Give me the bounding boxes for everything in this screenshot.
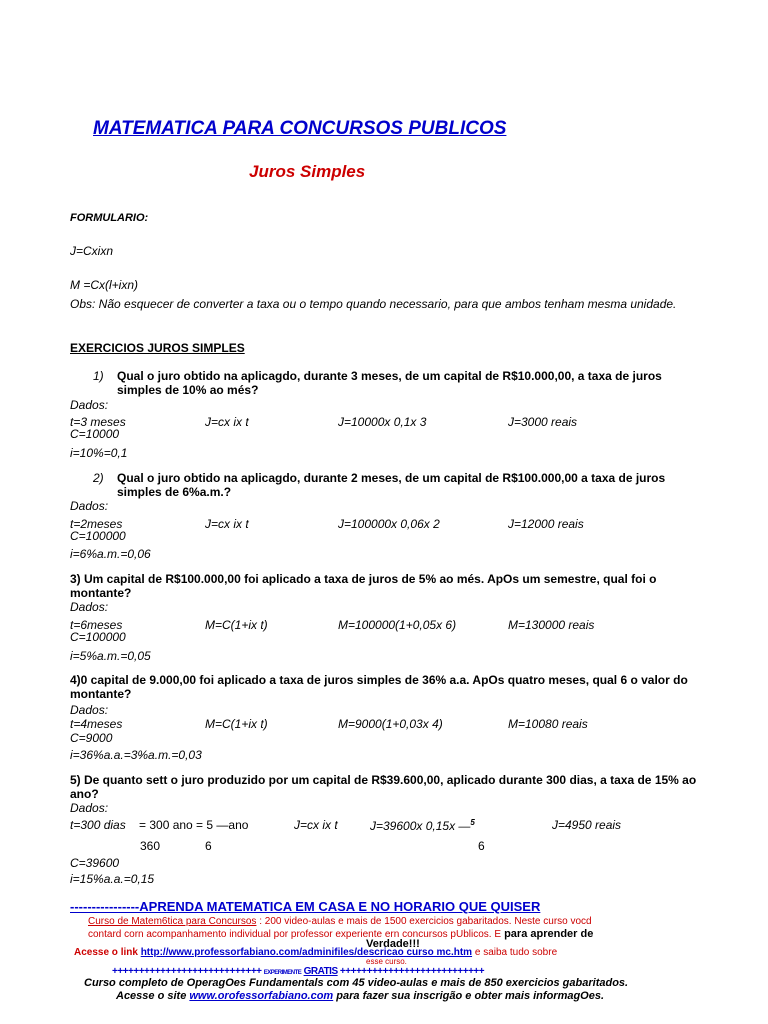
exercise-5-calc-text: J=39600x 0,15x — xyxy=(370,819,471,833)
exercise-4-t: t=4meses xyxy=(70,717,123,731)
promo-line-4 xyxy=(74,947,557,958)
exercise-2-formula: J=cx ix t xyxy=(205,517,249,531)
exercise-1-calc: J=10000x 0,1x 3 xyxy=(338,415,427,429)
exercise-5-denominator-6a: 6 xyxy=(205,839,212,853)
exercise-5-question: 5) De quanto sett o juro produzido por um capital de R$39.600,00, aplicado durante 300 dias, a taxa de 15% ao ano? xyxy=(70,773,697,801)
exercise-2-t: t=2meses xyxy=(70,517,123,531)
promo-line-4-pre: Acesse o link xyxy=(74,947,141,958)
exercise-5-result: J=4950 reais xyxy=(552,818,622,832)
exercise-1-number: 1) xyxy=(93,369,104,383)
exercise-4-i: i=36%a.a.=3%a.m.=0,03 xyxy=(70,748,202,762)
gratis-link[interactable]: GRATIS xyxy=(303,966,338,977)
exercise-5-formula: J=cx ix t xyxy=(294,818,338,832)
formula-juros: J=Cxixn xyxy=(70,244,114,258)
exercise-1-question: Qual o juro obtido na aplicagdo, durante 3 meses, de um capital de R$10.000,00, a taxa de juros simples de 10% ao més? xyxy=(117,369,662,397)
plus-right: +++++++++++++++++++++++++++ xyxy=(339,966,485,977)
promo-line-5: esse curso. xyxy=(366,957,407,966)
exercise-1-i: i=10%=0,1 xyxy=(70,446,128,460)
exercise-3-i: i=5%a.m.=0,05 xyxy=(70,649,151,663)
promo-line-2 xyxy=(88,928,593,940)
exercise-5-c: C=39600 xyxy=(70,856,120,870)
formula-montante: M =Cx(l+ixn) xyxy=(70,278,139,292)
footer-line-2-post: para fazer sua inscrigão e obter mais informagOes. xyxy=(333,990,605,1002)
exercise-4-dados: Dados: xyxy=(70,703,109,717)
promo-line-2-bold: para aprender de xyxy=(501,928,594,940)
promo-line-1 xyxy=(88,916,592,927)
exercise-2-c: C=100000 xyxy=(70,529,126,543)
footer-line-2 xyxy=(116,990,604,1002)
promo-verdade: Verdade!!! xyxy=(366,938,420,950)
obs-note: Obs: Não esquecer de converter a taxa ou o tempo quando necessario, para que ambos tenham mesma unidade. xyxy=(70,297,677,311)
exercise-5-dados: Dados: xyxy=(70,801,109,815)
exercise-5-i: i=15%a.a.=0,15 xyxy=(70,872,155,886)
exercise-5-t: t=300 dias xyxy=(70,818,126,832)
page-title: MATEMATICA PARA CONCURSOS PUBLICOS xyxy=(93,118,507,139)
exercise-3-calc: M=100000(1+0,05x 6) xyxy=(338,618,457,632)
promo-heading: ----------------APRENDA MATEMATICA EM CASA E NO HORARIO QUE QUISER xyxy=(70,899,541,914)
exercise-4-result: M=10080 reais xyxy=(508,717,588,731)
exercise-2-dados: Dados: xyxy=(70,499,109,513)
exercise-3-formula: M=C(1+ix t) xyxy=(205,618,268,632)
exercise-3-question: 3) Um capital de R$100.000,00 foi aplicado a taxa de juros de 5% ao més. ApOs um semestre, qual foi o montante? xyxy=(70,572,657,600)
footer-line-2-pre: Acesse o site xyxy=(116,990,190,1002)
course-link[interactable]: Curso de Matem6tica para Concursos xyxy=(88,916,257,927)
promo-line-1-rest: : 200 video-aulas e mais de 1500 exercicios gabaritados. Neste curso vocd xyxy=(256,916,592,927)
exercise-3-result: M=130000 reais xyxy=(508,618,595,632)
promo-plus-line xyxy=(112,966,484,977)
plus-left: ++++++++++++++++++++++++++++ xyxy=(112,966,262,977)
exercise-4-c: C=9000 xyxy=(70,731,113,745)
exercise-2-question: Qual o juro obtido na aplicagdo, durante 2 meses, de um capital de R$100.000,00 a taxa de juros simples de 6%a.m.? xyxy=(117,471,666,499)
exercise-2-number: 2) xyxy=(93,471,104,485)
exercise-5-denominator-6b: 6 xyxy=(478,839,485,853)
exercise-1-c: C=10000 xyxy=(70,427,120,441)
exercise-1-dados: Dados: xyxy=(70,398,109,412)
exercise-2-i: i=6%a.m.=0,06 xyxy=(70,547,151,561)
exercise-4-formula: M=C(1+ix t) xyxy=(205,717,268,731)
exercise-4-calc: M=9000(1+0,03x 4) xyxy=(338,717,443,731)
exercise-1-result: J=3000 reais xyxy=(508,415,578,429)
exercise-1-formula: J=cx ix t xyxy=(205,415,249,429)
section-heading: EXERCICIOS JUROS SIMPLES xyxy=(70,341,245,355)
exercise-4-question: 4)0 capital de 9.000,00 foi aplicado a taxa de juros simples de 36% a.a. ApOs quatro meses, qual 6 o valor do montante? xyxy=(70,673,688,701)
course-url-link[interactable]: http://www.professorfabiano.com/adminifiles/descricao curso mc.htm xyxy=(140,947,473,958)
exercise-2-calc: J=100000x 0,06x 2 xyxy=(338,517,440,531)
site-link[interactable]: www.orofessorfabiano.com xyxy=(189,990,334,1002)
exercise-3-dados: Dados: xyxy=(70,600,109,614)
exercise-3-t: t=6meses xyxy=(70,618,123,632)
formulario-label: FORMULARIO: xyxy=(70,212,149,224)
exercise-5-calc-numerator: 5 xyxy=(470,818,475,827)
exercise-5-denominator-360: 360 xyxy=(140,839,161,853)
experimente-label: EXPERIMENTE xyxy=(263,970,302,976)
exercise-2-result: J=12000 reais xyxy=(508,517,584,531)
page-subtitle: Juros Simples xyxy=(249,162,366,181)
footer-line-1: Curso completo de OperagOes Fundamentals com 45 video-aulas e mais de 850 exercicios gabaritados. xyxy=(84,977,629,989)
exercise-5-conversion: = 300 ano = 5 —ano xyxy=(139,818,249,832)
exercise-1-t: t=3 meses xyxy=(70,415,126,429)
exercise-3-c: C=100000 xyxy=(70,630,126,644)
exercise-5-calc xyxy=(370,818,475,833)
promo-line-4-post: e saiba tudo sobre xyxy=(472,947,558,958)
promo-line-2-text: contard corn acompanhamento individual por professor experiente ern concursos pUblicos. E xyxy=(88,929,502,940)
